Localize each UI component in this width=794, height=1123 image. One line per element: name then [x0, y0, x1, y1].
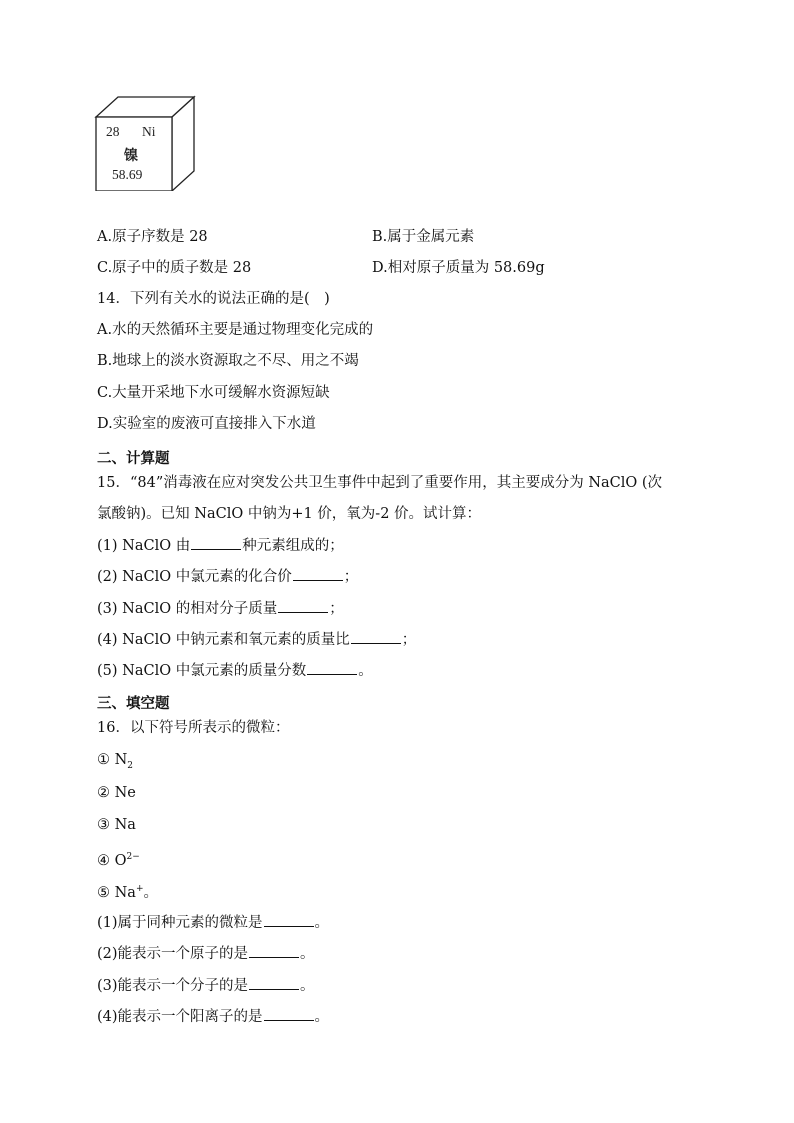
q15-part3-suffix: ； — [329, 601, 344, 617]
element-name: 镍 — [124, 148, 138, 164]
answer-blank[interactable] — [249, 943, 299, 958]
answer-blank[interactable] — [293, 566, 343, 581]
q13-option-c: C.原子中的质子数是 28 — [97, 260, 252, 276]
relative-atomic-mass: 58.69 — [112, 167, 143, 182]
q16-part3-suffix: 。 — [300, 978, 315, 994]
answer-blank[interactable] — [264, 1006, 314, 1021]
q13-option-a: A.原子序数是 28 — [97, 229, 208, 245]
q15-part2-text: (2) NaClO 中氯元素的化合价 — [97, 569, 292, 585]
circled-number-1: ① — [97, 752, 110, 768]
q14-option-b: B.地球上的淡水资源取之不尽、用之不竭 — [97, 353, 359, 369]
q14-option-a: A.水的天然循环主要是通过物理变化完成的 — [97, 322, 374, 338]
section-heading-calculation: 二、计算题 — [97, 451, 170, 467]
q13-option-d: D.相对原子质量为 58.69g — [372, 260, 545, 276]
q16-part4-suffix: 。 — [314, 1009, 330, 1025]
q15-part4-text: (4) NaClO 中钠元素和氧元素的质量比 — [97, 632, 350, 648]
q16-stem: 16．以下符号所表示的微粒： — [97, 720, 290, 736]
q16-part3 — [97, 975, 315, 996]
q16-item-2: ② Ne — [97, 785, 136, 801]
q16-part4-text: (4)能表示一个阳离子的是 — [97, 1009, 263, 1025]
q15-part4-suffix: ； — [401, 632, 417, 648]
q15-part3-text: (3) NaClO 的相对分子质量 — [97, 601, 278, 617]
q16-part2 — [97, 943, 315, 964]
q14-stem: 14．下列有关水的说法正确的是( ) — [97, 291, 330, 307]
answer-blank[interactable] — [249, 975, 299, 990]
formula-subscript: 2 — [127, 760, 134, 771]
circled-number-5: ⑤ — [97, 884, 110, 901]
formula-base: N — [114, 752, 128, 768]
q15-part2-suffix: ； — [343, 569, 359, 585]
item-end-mark: 。 — [143, 884, 158, 901]
q15-part2 — [97, 566, 358, 587]
q15-part1-suffix: 种元素组成的； — [242, 538, 344, 554]
answer-blank[interactable] — [264, 912, 314, 927]
circled-number-4: ④ — [97, 852, 110, 869]
answer-blank[interactable] — [191, 535, 241, 550]
section-heading-fill-in: 三、填空题 — [97, 696, 170, 712]
answer-blank[interactable] — [307, 660, 357, 675]
q14-option-d: D.实验室的废液可直接排入下水道 — [97, 416, 316, 432]
q16-part3-text: (3)能表示一个分子的是 — [97, 978, 249, 994]
answer-blank[interactable] — [351, 629, 401, 644]
q15-part5-suffix: 。 — [358, 663, 373, 679]
q14-option-c: C.大量开采地下水可缓解水资源短缺 — [97, 385, 330, 401]
formula-base: O — [114, 852, 127, 869]
q15-part5-text: (5) NaClO 中氯元素的质量分数 — [97, 663, 307, 679]
cube-outline — [90, 95, 200, 191]
atomic-number: 28 — [106, 124, 120, 139]
q16-part4 — [97, 1006, 329, 1027]
q15-part4 — [97, 629, 416, 650]
q15-part1 — [97, 535, 344, 556]
q16-item-4 — [97, 847, 140, 871]
q13-option-b: B.属于金属元素 — [372, 229, 475, 245]
q16-part1-text: (1)属于同种元素的微粒是 — [97, 915, 263, 931]
formula-base: Na — [114, 884, 136, 901]
q15-stem-line1: 15．“84”消毒液在应对突发公共卫生事件中起到了重要作用，其主要成分为 NaClO (次 — [97, 475, 663, 491]
q16-part1-suffix: 。 — [314, 915, 330, 931]
element-symbol: Ni — [142, 124, 156, 139]
q16-part2-suffix: 。 — [300, 946, 315, 962]
nickel-element-card — [90, 95, 200, 191]
answer-blank[interactable] — [278, 598, 328, 613]
q15-part1-text: (1) NaClO 由 — [97, 538, 191, 554]
q16-item-3: ③ Na — [97, 817, 136, 833]
q16-item-1 — [97, 750, 133, 776]
q15-part3 — [97, 598, 344, 619]
q15-stem-line2: 氯酸钠)。已知 NaClO 中钠为+1 价，氧为-2 价。试计算： — [97, 506, 482, 522]
q16-part1 — [97, 912, 329, 933]
q16-part2-text: (2)能表示一个原子的是 — [97, 946, 249, 962]
q16-item-5 — [97, 879, 158, 903]
q15-part5 — [97, 660, 373, 681]
formula-superscript: + — [135, 884, 144, 894]
formula-superscript: 2− — [126, 852, 140, 862]
